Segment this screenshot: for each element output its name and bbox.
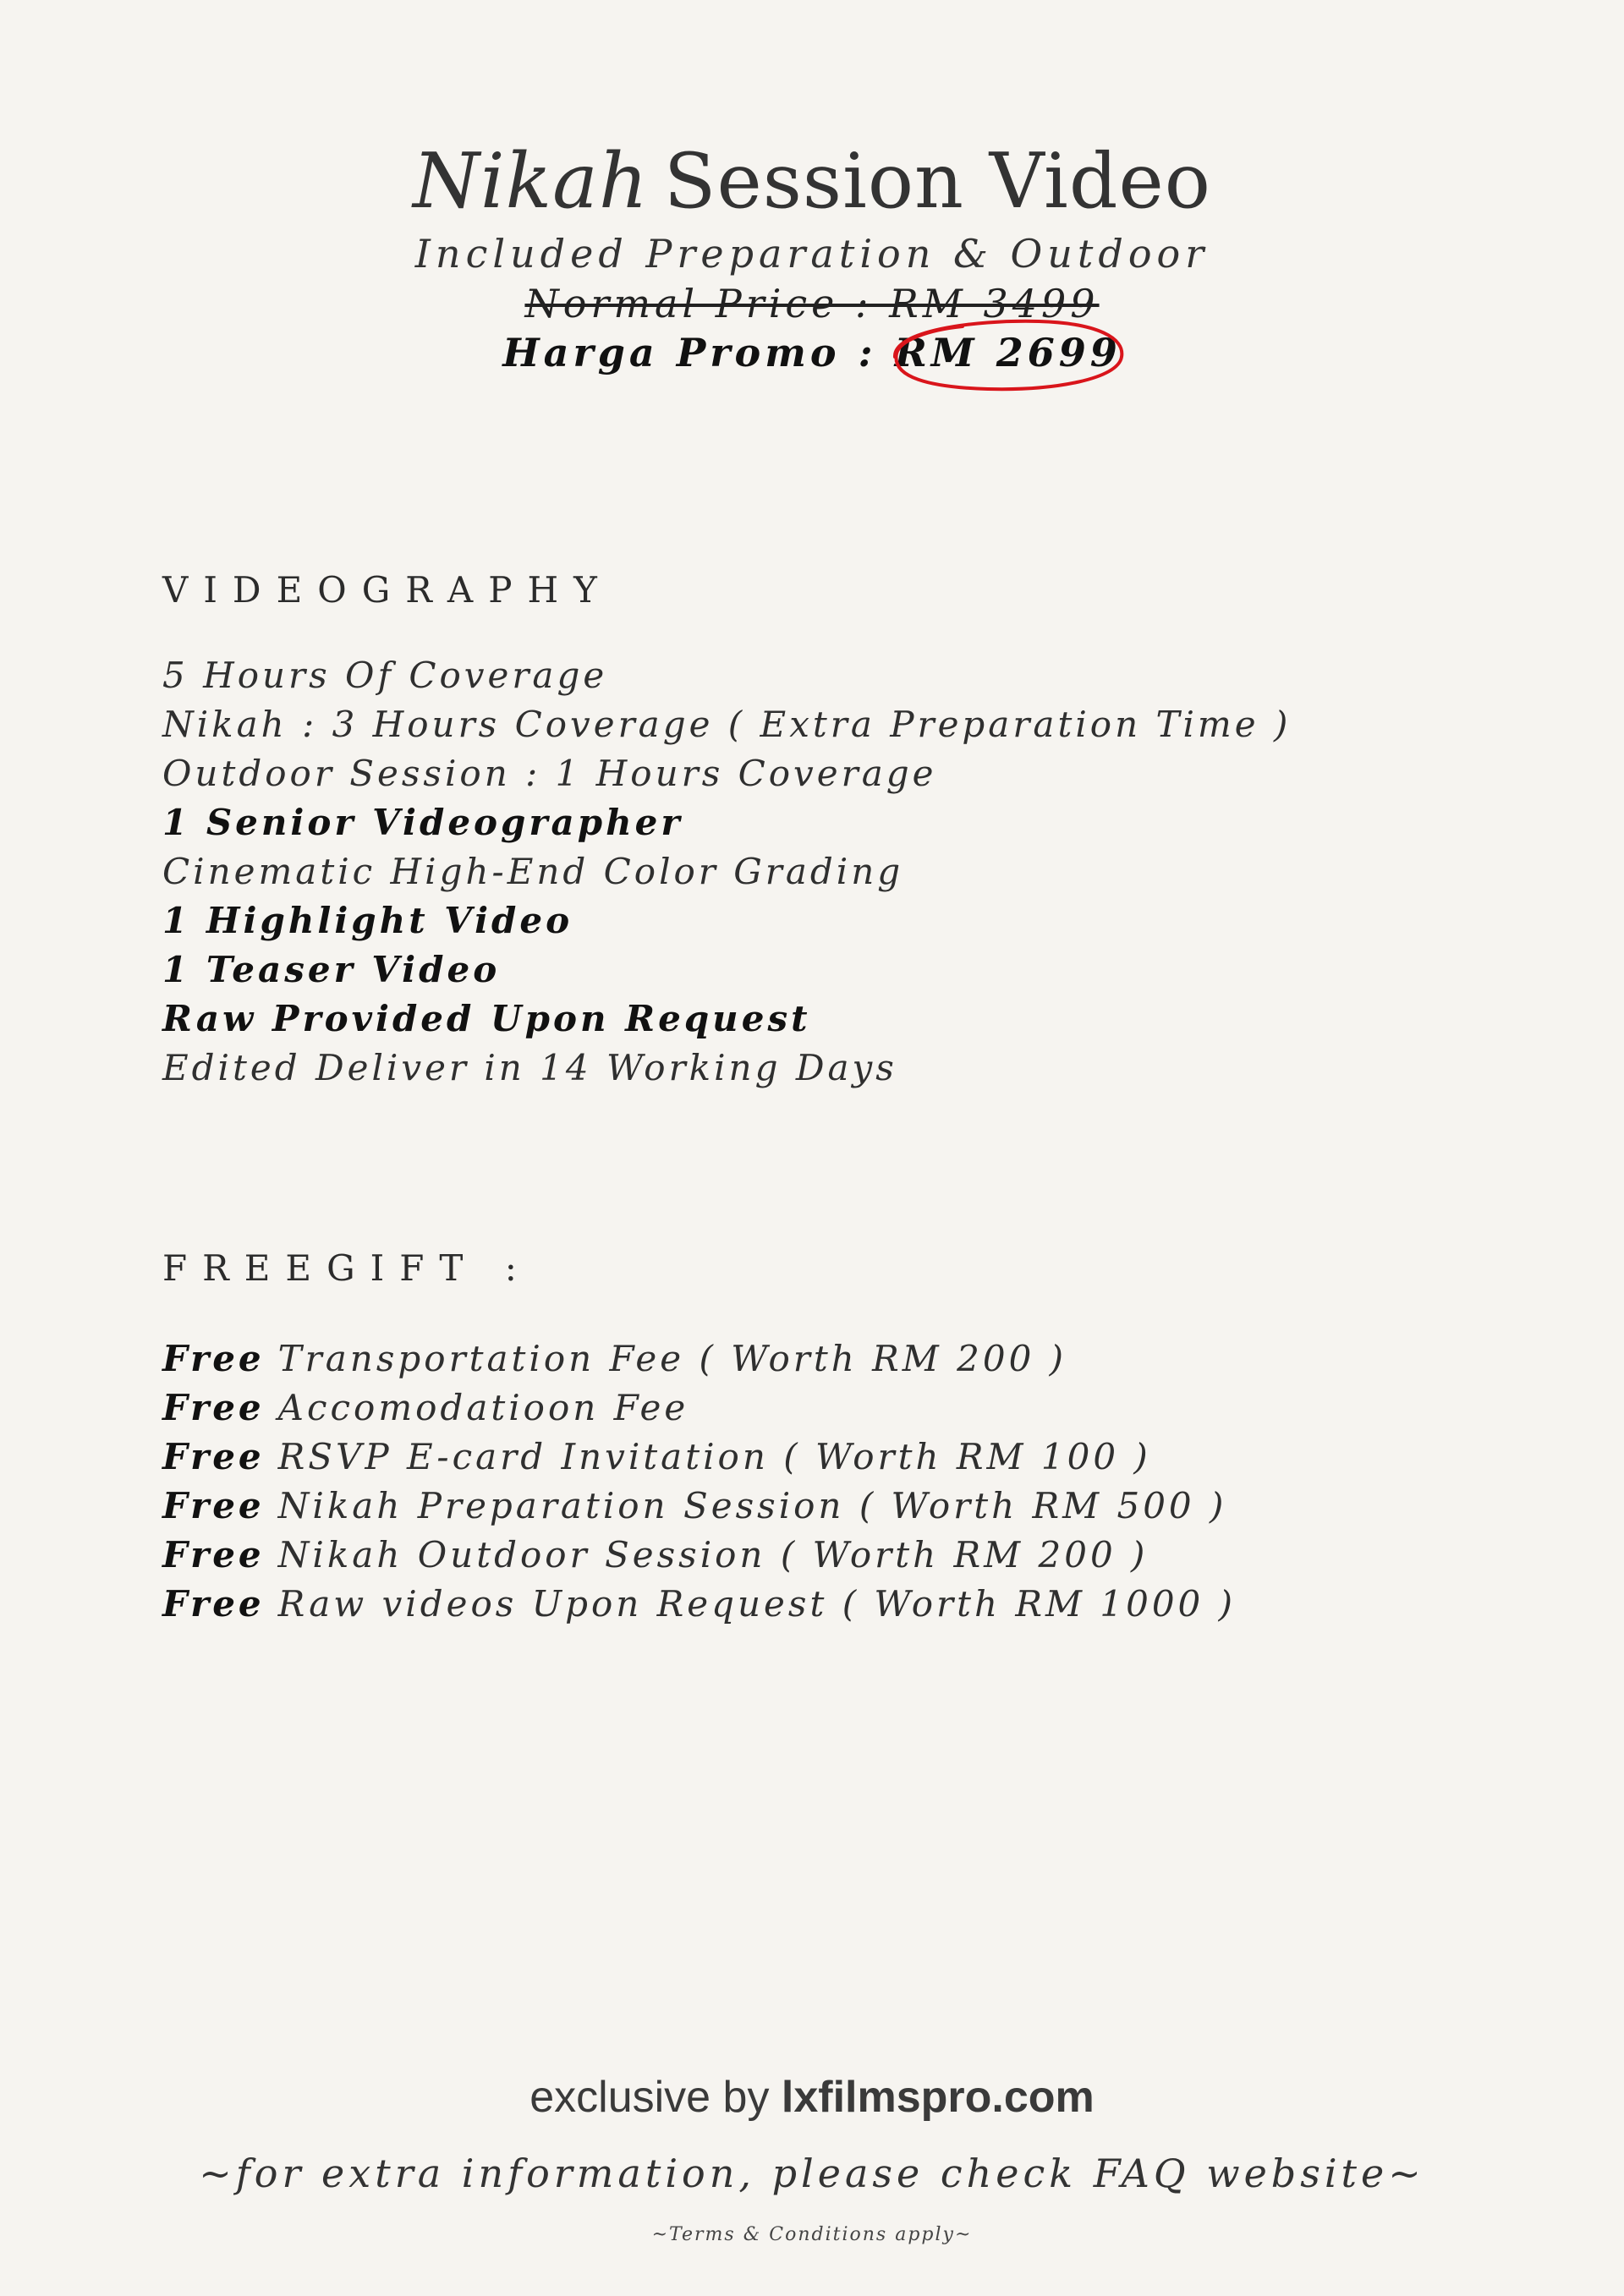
title-italic: Nikah [413,137,649,226]
footer-terms: ~Terms & Conditions apply~ [651,2224,973,2245]
brand-prefix: exclusive by [529,2073,782,2122]
freegift-text: Raw videos Upon Request ( Worth RM 1000 ) [277,1583,1236,1625]
videography-heading: VIDEOGRAPHY [162,569,612,611]
videography-item: Cinematic High-End Color Grading [162,851,904,892]
header [0,135,1624,377]
free-label: Free [162,1485,265,1526]
page-subtitle: Included Preparation & Outdoor [414,231,1210,277]
free-label: Free [162,1387,265,1428]
brand-name: lxfilmspro.com [781,2073,1095,2122]
promo-price-wrap [895,328,1122,377]
freegift-list [162,1334,1236,1629]
freegift-item [162,1482,1236,1531]
freegift-item [162,1531,1236,1580]
freegift-heading: FREEGIFT : [162,1247,532,1289]
promo-label: Harga Promo : [502,330,895,375]
free-label: Free [162,1583,265,1625]
videography-item: Edited Deliver in 14 Working Days [162,1047,897,1088]
freegift-text: Nikah Outdoor Session ( Worth RM 200 ) [277,1534,1149,1575]
freegift-text: RSVP E-card Invitation ( Worth RM 100 ) [277,1436,1151,1477]
title-rest: Session Video [663,137,1211,226]
freegift-text: Nikah Preparation Session ( Worth RM 500 ) [277,1485,1227,1526]
promo-price: RM 2699 [894,330,1122,375]
videography-item: 1 Teaser Video [162,949,501,990]
free-label: Free [162,1338,265,1379]
videography-item: 1 Senior Videographer [162,802,683,843]
freegift-item [162,1433,1236,1482]
promo-price-line [502,328,1122,377]
videography-item: Nikah : 3 Hours Coverage ( Extra Preparation Time ) [162,704,1292,745]
normal-price: Normal Price : RM 3499 [524,281,1100,326]
page-title [0,135,1624,228]
videography-item: Raw Provided Upon Request [162,998,811,1039]
freegift-text: Transportation Fee ( Worth RM 200 ) [277,1338,1067,1379]
videography-item: Outdoor Session : 1 Hours Coverage [162,753,937,794]
freegift-item [162,1384,1236,1433]
freegift-item [162,1334,1236,1384]
freegift-text: Accomodatioon Fee [277,1387,689,1428]
freegift-section [162,1243,1236,1629]
videography-item: 1 Highlight Video [162,900,573,941]
footer-brand [0,2068,1624,2127]
free-label: Free [162,1436,265,1477]
freegift-item [162,1580,1236,1629]
videography-section [162,565,1291,1093]
free-label: Free [162,1534,265,1575]
footer-info: ~for extra information, please check FAQ website~ [199,2151,1425,2196]
videography-item: 5 Hours Of Coverage [162,655,608,696]
videography-list [162,651,1291,1093]
